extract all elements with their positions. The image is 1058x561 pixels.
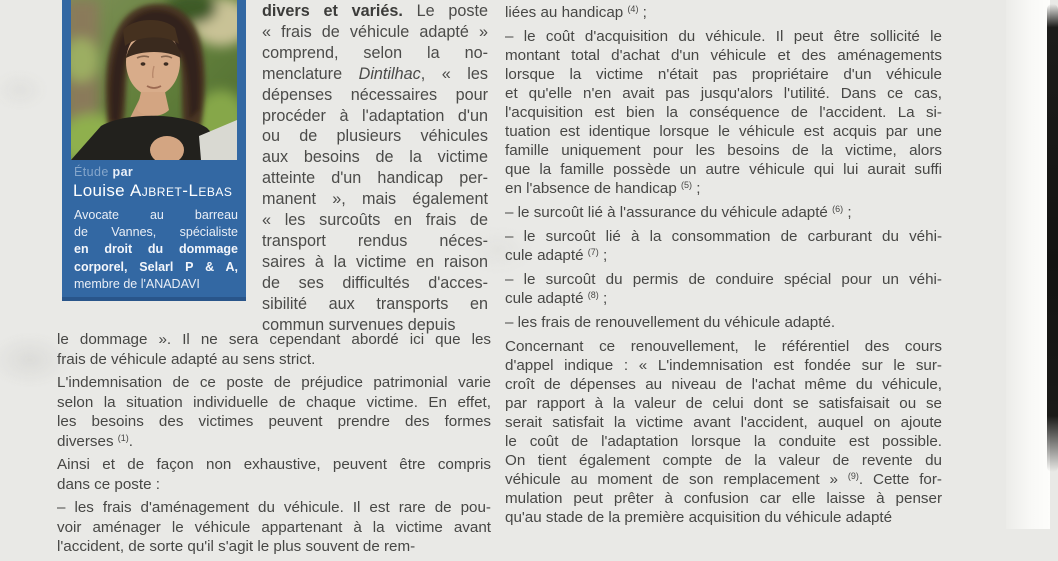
paragraph <box>74 207 238 293</box>
text-line: montant total d'achat d'un véhicule et des aménagements <box>505 47 942 64</box>
text-line: serait satisfait la victime avant l'accident, auquel on ajoute <box>505 414 942 431</box>
text-line: saires à la victime en raison <box>262 252 488 271</box>
text-line: Avocate au barreau <box>74 208 238 222</box>
scan-edge-shadow <box>1047 4 1058 472</box>
text-line: d'appel indique : « L'indemnisation est fondée sur le sur- <box>505 357 942 374</box>
text-line: l'acquisition est bien la conséquence de l'accident. La si- <box>505 104 942 121</box>
text-line: véhicule au moment de son remplacement » $^{(9)}$. Cette for- <box>505 471 942 488</box>
kicker-word-light: Étude <box>74 165 109 179</box>
text-line: – le surcoût du permis de conduire spécial pour un véhi- <box>505 271 942 288</box>
author-kicker <box>74 165 133 179</box>
text-line: – le surcoût lié à la consommation de carburant du véhi- <box>505 228 942 245</box>
text-line: transport rendus néces- <box>262 231 488 250</box>
text-line: cule adapté $^{(7)}$ ; <box>505 247 608 264</box>
lead-paragraph-column <box>262 1 488 336</box>
paragraph <box>57 498 491 557</box>
paragraph <box>505 3 942 22</box>
author-photo <box>71 0 237 160</box>
text-line: tuation est identique lorsque le véhicule est acquis par une <box>505 123 942 140</box>
text-line: « les surcoûts en frais de <box>262 211 488 230</box>
text-line: aux besoins de la victime <box>262 148 488 167</box>
author-last-name: Ajbret-Lebas <box>129 181 233 200</box>
text-line: croît de dépenses au niveau de l'achat même du véhicule, <box>505 376 942 393</box>
text-line: menclature Dintilhac, « les <box>262 64 488 83</box>
text-line: « frais de véhicule adapté » <box>262 22 488 41</box>
paragraph <box>505 227 942 265</box>
paragraph <box>505 313 942 332</box>
text-line: ou de plusieurs véhicules <box>262 127 488 146</box>
footnote-marker: (6) <box>832 204 844 214</box>
text-line: Concernant ce renouvellement, le référentiel des cours <box>505 338 942 355</box>
text-line: dépenses nécessaires pour <box>262 85 488 104</box>
footnote-marker: (4) <box>627 4 639 14</box>
text-line: dans ce poste : <box>57 475 161 493</box>
kicker-word-bold: par <box>112 165 134 179</box>
text-line: en droit du dommage <box>74 242 238 257</box>
text-line: sibilité aux transports en <box>262 294 488 313</box>
text-line: de Vannes, spécialiste <box>74 225 238 240</box>
paragraph <box>505 337 942 527</box>
paragraph <box>57 373 491 451</box>
text-line: Ainsi et de façon non exhaustive, peuvent être compris <box>57 456 491 473</box>
text-line: qu'au stade de la première acquisition du véhicule adapté <box>505 509 893 526</box>
text-line: diverses $^{(1)}$. <box>57 432 134 450</box>
paragraph <box>57 455 491 494</box>
text-line: frais de véhicule adapté au sens strict. <box>57 350 316 368</box>
paragraph <box>505 270 942 308</box>
text-line: On tient également compte de la valeur de revente du <box>505 452 942 469</box>
author-first-name: Louise <box>73 181 125 200</box>
text-line: membre de l'ANADAVI <box>74 276 200 291</box>
text-line: comprend, selon la no- <box>262 43 488 62</box>
paragraph <box>505 203 942 222</box>
text-line: selon la situation individuelle de chaque victime. En effet, <box>57 393 491 411</box>
footnote-marker: (7) <box>587 247 599 257</box>
text-line: par rapport à la valeur de celui dont se satisfaisait ou se <box>505 395 942 412</box>
text-line: – le surcoût lié à l'assurance du véhicule adapté $^{(6)}$ ; <box>505 204 852 221</box>
text-line: commun survenues depuis <box>262 315 456 334</box>
text-line: divers et variés. Le poste <box>262 2 488 20</box>
text-line: les besoins des victimes peuvent prendre des formes <box>57 413 491 430</box>
page-edge-highlight <box>1006 0 1050 529</box>
left-column-text <box>57 330 491 561</box>
text-line: l'accident, de sorte qu'il s'agit le plus souvent de rem- <box>57 538 416 555</box>
text-line: de ses difficultés d'acces- <box>262 273 488 292</box>
text-line: – les frais de renouvellement du véhicule adapté. <box>505 314 836 331</box>
text-line: voir aménager le véhicule appartenant à la victime avant <box>57 518 491 536</box>
text-line: procéder à l'adaptation d'un <box>262 106 488 125</box>
text-line: – les frais d'aménagement du véhicule. Il est rare de pou- <box>57 499 491 516</box>
footnote-marker: (8) <box>587 290 599 300</box>
text-line: L'indemnisation de ce poste de préjudice patrimonial varie <box>57 374 491 391</box>
author-details <box>74 207 238 293</box>
text-line: manent », mais également <box>262 190 488 209</box>
right-column-text <box>505 3 942 532</box>
text-line: famille uniquement pour les besoins de la victime, alors <box>505 142 942 159</box>
footnote-marker: (1) <box>117 432 129 443</box>
text-line: que la famille possède un autre véhicule qui lui aurait suffi <box>505 161 942 178</box>
text-line: en l'absence de handicap $^{(5)}$ ; <box>505 180 701 197</box>
text-line: – le coût d'acquisition du véhicule. Il peut être sollicité le <box>505 28 942 45</box>
text-line: corporel, Selarl P & A, <box>74 259 238 274</box>
author-box <box>62 0 246 301</box>
text-line: le dommage ». Il ne sera cependant abordé ici que les <box>57 331 491 348</box>
paragraph <box>262 1 488 336</box>
author-name <box>73 181 232 201</box>
text-line: cule adapté $^{(8)}$ ; <box>505 290 608 307</box>
text-line: et qu'elle n'en avait pas jusqu'alors l'utilité. Dans ce cas, <box>505 85 942 102</box>
footnote-marker: (5) <box>681 180 693 190</box>
text-line: liées au handicap $^{(4)}$ ; <box>505 4 647 21</box>
paragraph <box>505 27 942 198</box>
text-line: le coût de l'adaptation lorsque la conduite est possible. <box>505 433 942 450</box>
text-line: atteinte d'un handicap per- <box>262 169 488 188</box>
text-line: mulation peut prêter à confusion car elle laisse à penser <box>505 490 942 507</box>
footnote-marker: (9) <box>847 471 859 481</box>
paragraph <box>57 330 491 369</box>
text-line: lorsque la victime n'était pas propriétaire d'un véhicule <box>505 66 942 83</box>
